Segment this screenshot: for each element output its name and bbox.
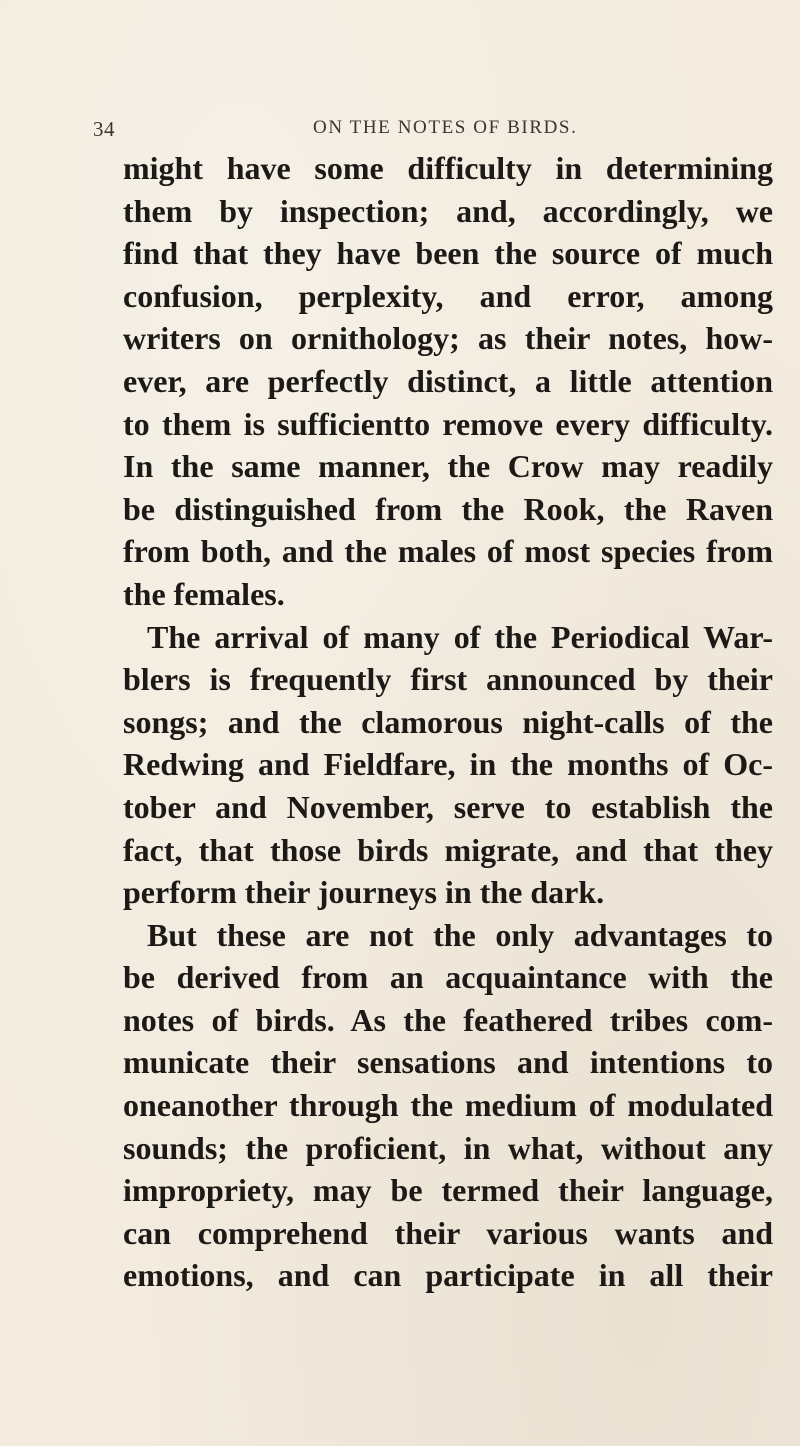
text-line: be derived from an acquaintance with the [123, 959, 773, 996]
page-number: 34 [93, 117, 115, 141]
text-line: the females. [123, 575, 285, 612]
text-line: to them is sufficientto remove every difficulty. [123, 405, 773, 442]
text-line: confusion, perplexity, and error, among [123, 277, 773, 314]
text-line: tober and November, serve to establish the [123, 788, 773, 825]
text-line: might have some difficulty in determining [123, 150, 773, 186]
text-line: The arrival of many of the Periodical War- [147, 618, 773, 655]
text-line: But these are not the only advantages to [147, 916, 773, 953]
text-line: from both, and the males of most species from [123, 533, 773, 570]
text-line: oneanother through the medium of modulated [123, 1087, 773, 1124]
text-line: notes of birds. As the feathered tribes com- [123, 1001, 773, 1038]
text-line: fact, that those birds migrate, and that they [123, 831, 773, 868]
text-line: find that they have been the source of much [123, 235, 773, 272]
text-line: songs; and the clamorous night-calls of the [123, 703, 773, 740]
text-line: them by inspection; and, accordingly, we [123, 192, 773, 229]
running-head [93, 117, 673, 145]
text-line: municate their sensations and intentions to [123, 1044, 773, 1081]
text-line: ever, are perfectly distinct, a little attention [123, 362, 773, 399]
text-line: emotions, and can participate in all their [123, 1257, 773, 1294]
text-line: perform their journeys in the dark. [123, 874, 605, 911]
text-line: impropriety, may be termed their language, [123, 1172, 773, 1209]
text-line: blers is frequently first announced by their [123, 661, 773, 698]
body-text [123, 147, 773, 1297]
running-title: ON THE NOTES OF BIRDS. [313, 117, 578, 138]
text-line: can comprehend their various wants and [123, 1214, 773, 1251]
text-line: sounds; the proficient, in what, without any [123, 1129, 773, 1166]
text-line: writers on ornithology; as their notes, how- [123, 320, 773, 357]
text-line: In the same manner, the Crow may readily [123, 448, 773, 485]
text-line: Redwing and Fieldfare, in the months of Oc- [123, 746, 773, 783]
text-line: be distinguished from the Rook, the Raven [123, 490, 773, 527]
